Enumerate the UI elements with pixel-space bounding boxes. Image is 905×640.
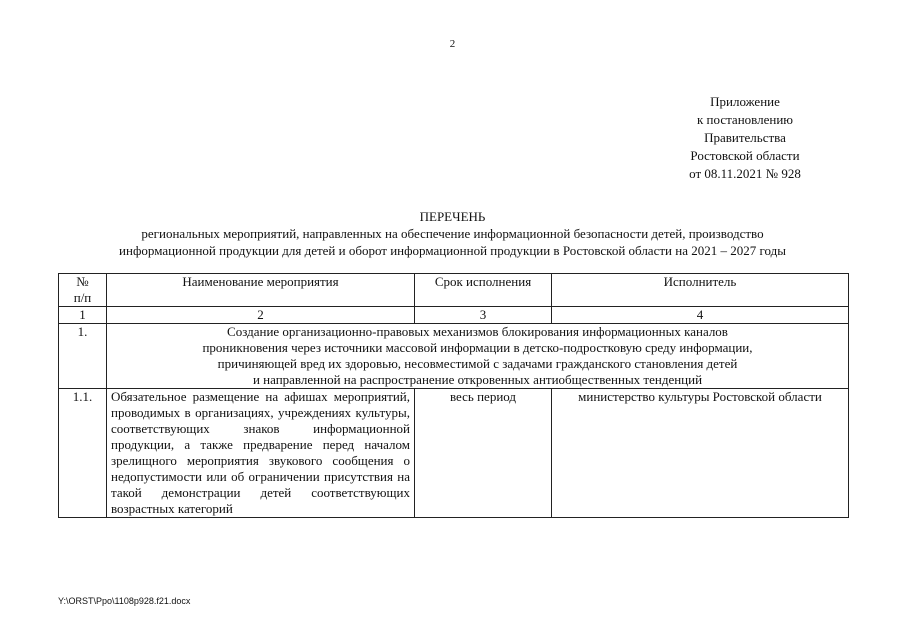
appendix-line: Ростовской области	[690, 148, 800, 163]
header-num-line: №	[76, 274, 89, 289]
table-index-row	[59, 307, 849, 324]
section-title-line: причиняющей вред их здоровью, несовместимой с задачами гражданского становления детей	[217, 356, 738, 371]
document-title	[0, 208, 905, 259]
index-cell: 4	[552, 307, 849, 324]
index-cell: 2	[107, 307, 415, 324]
file-path-footer: Y:\ORST\Ppo\1108p928.f21.docx	[58, 596, 191, 606]
header-num	[59, 274, 107, 307]
section-title-line: проникновения через источники массовой информации в детско-подростковую среду информации,	[202, 340, 753, 355]
title-heading: ПЕРЕЧЕНЬ	[419, 209, 486, 224]
page-number: 2	[449, 38, 456, 50]
row-deadline: весь период	[415, 389, 552, 518]
table-row	[59, 389, 849, 518]
section-title	[107, 324, 849, 389]
row-num: 1.1.	[59, 389, 107, 518]
row-executor: министерство культуры Ростовской области	[552, 389, 849, 518]
header-name: Наименование мероприятия	[107, 274, 415, 307]
appendix-line: от 08.11.2021 № 928	[689, 166, 801, 181]
appendix-block	[660, 93, 830, 183]
index-cell: 3	[415, 307, 552, 324]
table-header-row	[59, 274, 849, 307]
row-event-name: Обязательное размещение на афишах мероприятий, проводимых в организациях, учреждениях культуры, соответствующих знаков информационной продукции, а также предварение перед началом зрелищного мероприятия звукового сообщения о недопустимости или об ограничении присутствия на такой демонстрации детей соответствующих возрастных категорий	[107, 389, 415, 518]
header-executor: Исполнитель	[552, 274, 849, 307]
header-deadline: Срок исполнения	[415, 274, 552, 307]
section-row	[59, 324, 849, 389]
appendix-line: Правительства	[704, 130, 786, 145]
events-table	[58, 273, 849, 518]
index-cell: 1	[59, 307, 107, 324]
section-num: 1.	[59, 324, 107, 389]
appendix-line: Приложение	[710, 94, 780, 109]
title-line: региональных мероприятий, направленных на обеспечение информационной безопасности детей, производство	[141, 226, 764, 241]
section-title-line: Создание организационно-правовых механизмов блокирования информационных каналов	[227, 324, 728, 339]
header-num-line: п/п	[73, 290, 92, 305]
appendix-line: к постановлению	[696, 112, 794, 127]
section-title-line: и направленной на распространение откровенных антиобщественных тенденций	[252, 372, 703, 387]
title-line: информационной продукции для детей и оборот информационной продукции в Ростовской области на 2021 – 2027 годы	[119, 243, 786, 258]
